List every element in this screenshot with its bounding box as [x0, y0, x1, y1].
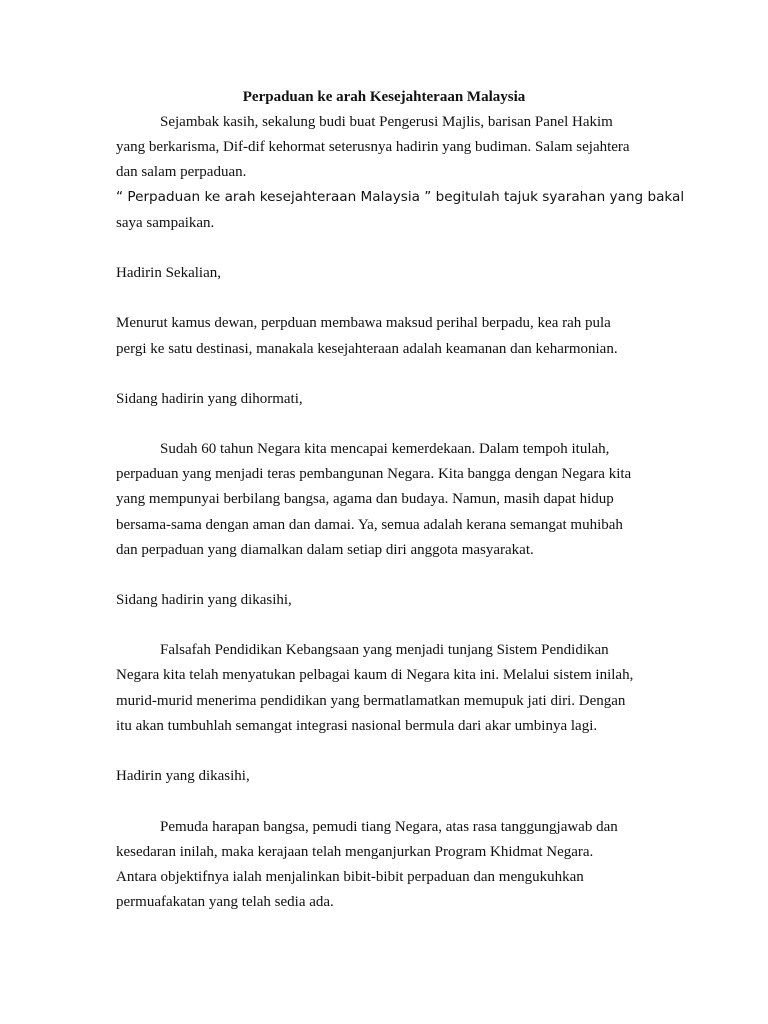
document-title: Perpaduan ke arah Kesejahteraan Malaysia — [242, 89, 526, 105]
paragraph-line: Pemuda harapan bangsa, pemudi tiang Negara, atas rasa tanggungjawab dan — [160, 819, 618, 835]
paragraph-line: saya sampaikan. — [116, 215, 215, 231]
salutation: Hadirin yang dikasihi, — [116, 768, 250, 784]
paragraph-line: Falsafah Pendidikan Kebangsaan yang menjadi tunjang Sistem Pendidikan — [160, 642, 609, 658]
paragraph-line: murid-murid menerima pendidikan yang bermatlamatkan memupuk jati diri. Dengan — [116, 693, 626, 709]
paragraph-line: Antara objektifnya ialah menjalinkan bibit-bibit perpaduan dan mengukuhkan — [116, 869, 584, 885]
paragraph-line: Negara kita telah menyatukan pelbagai kaum di Negara kita ini. Melalui sistem inilah, — [116, 667, 634, 683]
salutation: Hadirin Sekalian, — [116, 265, 221, 281]
paragraph-line: pergi ke satu destinasi, manakala kesejahteraan adalah keamanan dan keharmonian. — [116, 341, 618, 357]
paragraph-line: dan salam perpaduan. — [116, 164, 247, 180]
paragraph-line: permuafakatan yang telah sedia ada. — [116, 894, 334, 910]
paragraph-line: yang berkarisma, Dif-dif kehormat seterusnya hadirin yang budiman. Salam sejahtera — [116, 139, 630, 155]
paragraph-line: itu akan tumbuhlah semangat integrasi nasional bermula dari akar umbinya lagi. — [116, 718, 598, 734]
salutation: Sidang hadirin yang dikasihi, — [116, 592, 292, 608]
paragraph-line: “ Perpaduan ke arah kesejahteraan Malaysia ” begitulah tajuk syarahan yang bakal — [116, 189, 685, 205]
paragraph-line: perpaduan yang menjadi teras pembangunan Negara. Kita bangga dengan Negara kita — [116, 466, 632, 482]
paragraph-line: Sudah 60 tahun Negara kita mencapai kemerdekaan. Dalam tempoh itulah, — [160, 441, 610, 457]
paragraph-line: yang mempunyai berbilang bangsa, agama dan budaya. Namun, masih dapat hidup — [116, 491, 614, 507]
paragraph-line: kesedaran inilah, maka kerajaan telah menganjurkan Program Khidmat Negara. — [116, 844, 594, 860]
paragraph-line: bersama-sama dengan aman dan damai. Ya, semua adalah kerana semangat muhibah — [116, 517, 623, 533]
paragraph-line: Menurut kamus dewan, perpduan membawa maksud perihal berpadu, kea rah pula — [116, 315, 611, 331]
paragraph-line: Sejambak kasih, sekalung budi buat Pengerusi Majlis, barisan Panel Hakim — [160, 114, 613, 130]
salutation: Sidang hadirin yang dihormati, — [116, 391, 303, 407]
paragraph-line: dan perpaduan yang diamalkan dalam setiap diri anggota masyarakat. — [116, 542, 534, 558]
